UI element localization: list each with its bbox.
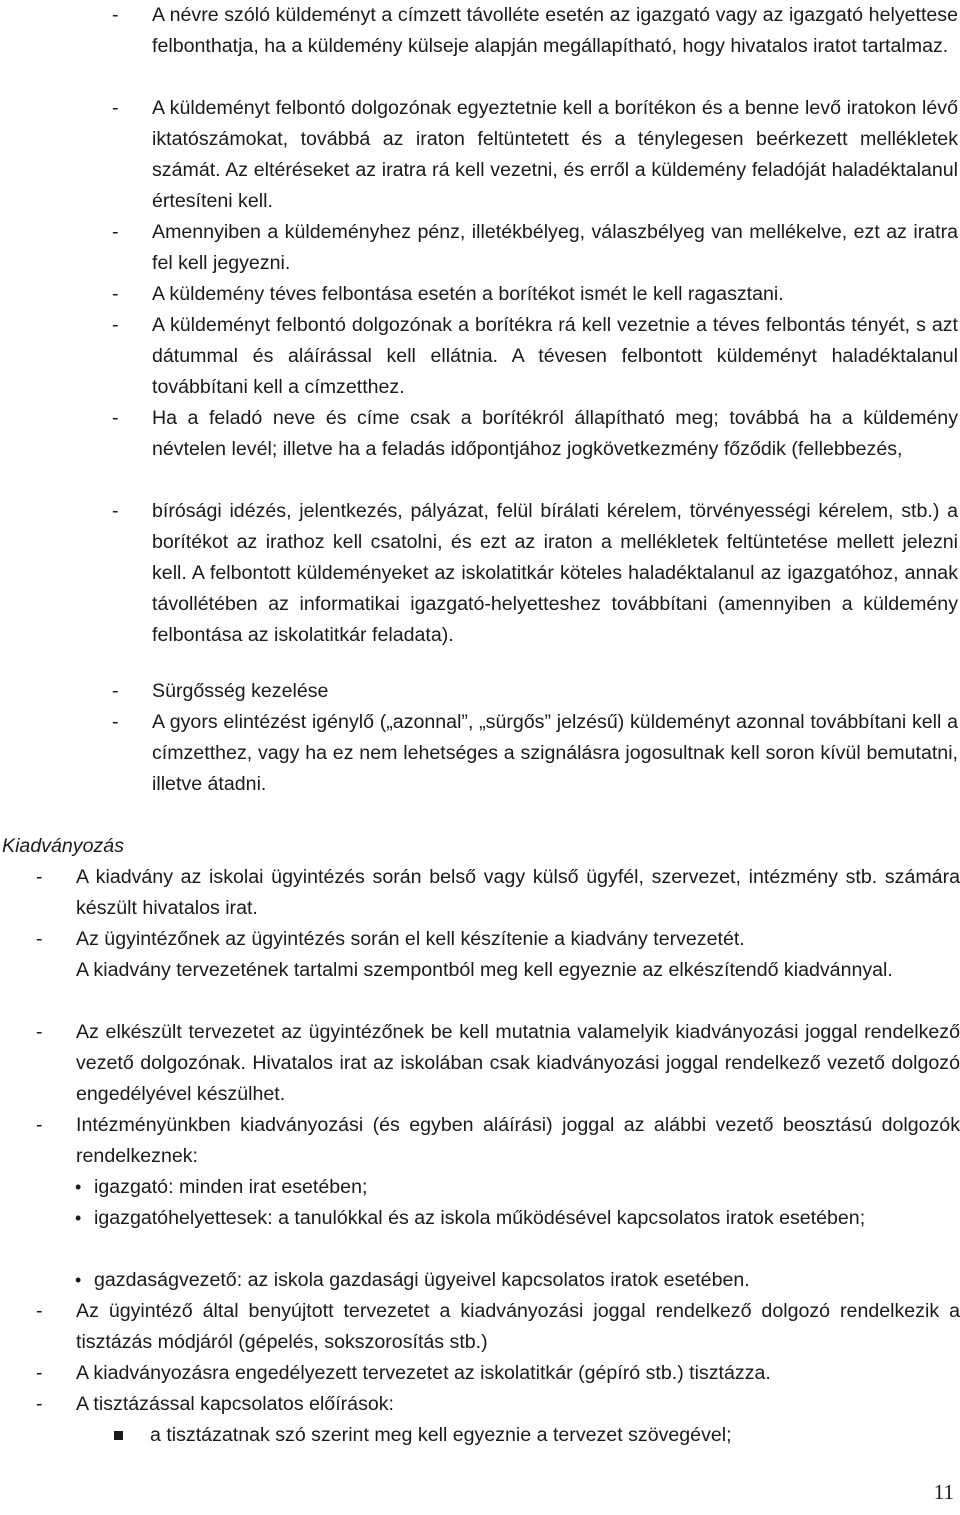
- list-item-text: Az elkészült tervezetet az ügyintézőnek be kell mutatnia valamelyik kiadványozási joggal rendelkező vezető dolgozónak. Hivatalos irat az iskolában csak kiadványozási joggal rendelkező vezető dolgozó engedélyével készülhet.: [76, 1021, 960, 1105]
- list-dash: -: [112, 314, 119, 336]
- bullet-item-text: igazgató: minden irat esetében;: [94, 1176, 368, 1198]
- square-bullet-item-text: a tisztázatnak szó szerint meg kell egyeznie a tervezet szövegével;: [150, 1424, 732, 1446]
- list-item-text: A kiadvány az iskolai ügyintézés során belső vagy külső ügyfél, szervezet, intézmény stb. számára készült hivatalos irat.: [76, 866, 960, 919]
- list-dash: -: [36, 1362, 43, 1384]
- page-number: 11: [933, 1480, 954, 1504]
- list-dash: -: [36, 1114, 43, 1136]
- list-item: [36, 1389, 960, 1420]
- list-item-text: A névre szóló küldeményt a címzett távolléte esetén az igazgató vagy az igazgató helyettese felbonthatja, ha a küldemény külseje alapján megállapítható, hogy hivatalos iratot tartalmaz.: [152, 4, 958, 57]
- list-item: [112, 403, 958, 465]
- list-item: [36, 1017, 960, 1110]
- list-item-text: A tisztázással kapcsolatos előírások:: [76, 1393, 395, 1415]
- list-item: [112, 496, 958, 651]
- list-item-text: Intézményünkben kiadványozási (és egyben aláírási) joggal az alábbi vezető beosztású dolgozók rendelkeznek:: [76, 1114, 960, 1167]
- list-item: [36, 1110, 960, 1172]
- list-item: [36, 1358, 960, 1389]
- square-bullet-icon: [114, 1431, 123, 1440]
- list-item: [112, 217, 958, 279]
- list-dash: -: [112, 680, 119, 702]
- list-item-text: A küldeményt felbontó dolgozónak egyeztetnie kell a borítékon és a benne levő iratokon lévő iktatószámokat, továbbá az iraton feltüntetett és a ténylegesen beérkezett mellékletek számát. Az eltéréseket az iratra rá kell vezetni, és erről a küldemény feladóját haladéktalanul értesíteni kell.: [152, 97, 958, 212]
- list-item: [36, 862, 960, 924]
- list-item: [112, 707, 958, 800]
- list-item-text: A küldeményt felbontó dolgozónak a borítékra rá kell vezetnie a téves felbontás tényét, s azt dátummal és aláírással kell ellátnia. A tévesen felbontott küldeményt haladéktalanul továbbítani kell a címzetthez.: [152, 314, 958, 398]
- bullet-item-text: igazgatóhelyettesek: a tanulókkal és az iskola működésével kapcsolatos iratok esetében;: [94, 1207, 866, 1229]
- list-dash: -: [36, 1300, 43, 1322]
- list-item-text: A kiadványozásra engedélyezett tervezetet az iskolatitkár (gépíró stb.) tisztázza.: [76, 1362, 771, 1384]
- list-dash: -: [112, 407, 119, 429]
- bullet-icon: •: [75, 1177, 82, 1197]
- list-dash: -: [112, 500, 119, 522]
- list-item: [112, 0, 958, 62]
- list-item: [36, 924, 960, 955]
- list-item: [112, 93, 958, 217]
- bullet-item: [75, 1172, 960, 1203]
- list-item-text: Az ügyintéző által benyújtott tervezetet a kiadványozási joggal rendelkező dolgozó rendelkezik a tisztázás módjáról (gépelés, sokszorosítás stb.): [76, 1300, 960, 1353]
- list-item-text: Amennyiben a küldeményhez pénz, illetékbélyeg, válaszbélyeg van mellékelve, ezt az iratra fel kell jegyezni.: [152, 221, 958, 274]
- bullet-item-text: gazdaságvezető: az iskola gazdasági ügyeivel kapcsolatos iratok esetében.: [94, 1269, 750, 1291]
- list-item-text: A küldemény téves felbontása esetén a borítékot ismét le kell ragasztani.: [152, 283, 784, 305]
- list-dash: -: [36, 1021, 43, 1043]
- list-item-text: Ha a feladó neve és címe csak a borítékról állapítható meg; továbbá ha a küldemény névtelen levél; illetve ha a feladás időpontjához jogkövetkezmény főződik (fellebbezés,: [152, 407, 958, 460]
- list-dash: -: [112, 283, 119, 305]
- bullet-icon: •: [75, 1270, 82, 1290]
- list-item: [112, 310, 958, 403]
- square-bullet-item: [150, 1420, 958, 1451]
- list-item-text: Sürgősség kezelése: [152, 680, 329, 702]
- list-dash: -: [36, 928, 43, 950]
- bullet-item: [75, 1203, 960, 1234]
- list-item-text: bírósági idézés, jelentkezés, pályázat, felül bírálati kérelem, törvényességi kérelem, stb.) a borítékot az irathoz kell csatolni, és ezt az iraton a mellékletek feltüntetése mellett jelezni kell. A felbontott küldeményeket az iskolatitkár köteles haladéktalanul az igazgatóhoz, annak távollétében az informatikai igazgató-helyetteshez továbbítani (amennyiben a küldemény felbontása az iskolatitkár feladata).: [152, 500, 958, 646]
- list-dash: -: [36, 1393, 43, 1415]
- paragraph: A kiadvány tervezetének tartalmi szempontból meg kell egyeznie az elkészítendő kiadvánnyal.: [76, 959, 893, 981]
- section-heading: Kiadványozás: [2, 835, 124, 857]
- list-dash: -: [112, 711, 119, 733]
- list-dash: -: [36, 866, 43, 888]
- list-item-text: Az ügyintézőnek az ügyintézés során el kell készítenie a kiadvány tervezetét.: [76, 928, 745, 950]
- list-item: [112, 676, 958, 707]
- bullet-icon: •: [75, 1208, 82, 1228]
- list-dash: -: [112, 97, 119, 119]
- list-dash: -: [112, 221, 119, 243]
- bullet-item: [75, 1265, 960, 1296]
- list-item: [112, 279, 958, 310]
- list-item: [36, 1296, 960, 1358]
- list-dash: -: [112, 4, 119, 26]
- list-item-text: A gyors elintézést igénylő („azonnal”, „sürgős” jelzésű) küldeményt azonnal továbbítani kell a címzetthez, vagy ha ez nem lehetséges a szignálásra jogosultnak kell soron kívül bemutatni, illetve átadni.: [152, 711, 958, 795]
